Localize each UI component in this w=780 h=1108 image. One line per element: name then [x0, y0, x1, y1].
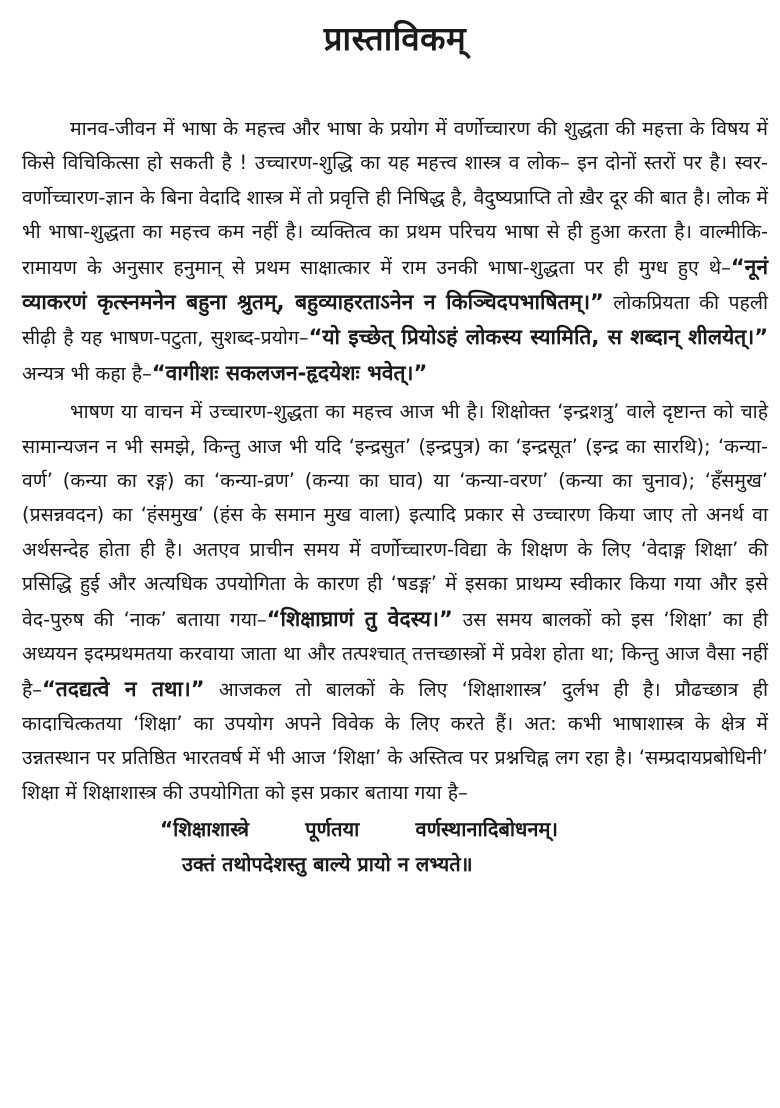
p1-text-3: अन्यत्र भी कहा है– — [22, 361, 152, 385]
sanskrit-verse — [22, 812, 768, 882]
p1-quote-ramayana: “नूनं व्याकरणं कृत्स्नमनेन बहुना श्रुतम्, बहुव्याहरताऽनेन न किञ्चिदपभाषितम्।” — [22, 254, 768, 315]
p1-quote-vagishah: “वागीशः सकलजन-हृदयेशः भवेत्।” — [151, 360, 428, 385]
verse-line-1 — [22, 812, 768, 847]
paragraph-2 — [22, 395, 768, 810]
p1-text-1: मानव-जीवन में भाषा के महत्त्व और भाषा के प्रयोग में वर्णोच्चारण की शुद्धता की महत्ता के विषय में किसे विचिकित्सा हो सकती है ! उच्चारण-शुद्धि का यह महत्त्व शास्त्र व लोक– इन दोनों स्तरों पर है। स्वर-वर्णोच्चारण-ज्ञान के बिना वेदादि शास्त्र में तो प्रवृत्ति ही निषिद्ध है, वैदुष्यप्राप्ति तो ख़ैर दूर की बात है। लोक में भी भाषा-शुद्धता का महत्त्व कम नहीं है। व्यक्तित्व का प्रथम परिचय भाषा से ही हुआ करता है। वाल्मीकि-रामायण के अनुसार हनुमान् से प्रथम साक्षात्कार में राम उनकी भाषा-शुद्धता पर ही मुग्ध हुए थे– — [22, 117, 768, 279]
page-title: प्रास्ताविकम् — [323, 19, 467, 58]
p1-quote-priyo: “यो इच्छेत् प्रियोऽहं लोकस्य स्यामिति, स शब्दान् शीलयेत्।” — [308, 325, 768, 350]
p1-text-2: लोकप्रियता की पहली सीढ़ी है यह भाषण-पटुता, सुशब्द-प्रयोग– — [22, 291, 768, 350]
verse-word-1: “शिक्षाशास्त्रे — [160, 817, 250, 842]
p2-quote-tadadyatve: “तदद्यत्वे न तथा।” — [42, 676, 205, 701]
verse-word-3: वर्णस्थानादिबोधनम्। — [415, 817, 558, 842]
p2-text-2: उस समय बालकों को इस ‘शिक्षा’ का ही अध्ययन इदम्प्रथमतया करवाया जाता था और तत्पश्चात् तत्तच्छास्त्रों में प्रवेश होता था; किन्तु आज वैसा नहीं है– — [22, 607, 769, 701]
verse-word-2: पूर्णतया — [305, 817, 360, 842]
p2-quote-shikshaghranam: “शिक्षाघ्राणं तु वेदस्य।” — [266, 606, 453, 631]
paragraph-1 — [22, 112, 768, 391]
verse-line-2: उक्तं तथोपदेशस्तु बाल्ये प्रायो न लभ्यते॥ — [182, 852, 473, 877]
p2-text-3: आजकल तो बालकों के लिए ‘शिक्षाशास्त्र’ दुर्लभ ही है। प्रौढच्छात्र ही कादाचित्कतया ‘शिक्षा’ का उपयोग अपने विवेक के लिए करते हैं। अत: कभी भाषाशास्त्र के क्षेत्र में उन्नतस्थान पर प्रतिष्ठित भारतवर्ष में भी आज ‘शिक्षा’ के अस्तित्व पर प्रश्नचिह्न लग रहा है। ‘सम्प्रदायप्रबोधिनी’ शिक्षा में शिक्षाशास्त्र की उपयोगिता को इस प्रकार बताया गया है– — [22, 677, 768, 804]
p2-text-1: भाषण या वाचन में उच्चारण-शुद्धता का महत्त्व आज भी है। शिक्षोक्त ‘इन्द्रशत्रु’ वाले दृष्टान्त को चाहे सामान्यजन न भी समझे, किन्तु आज भी यदि ‘इन्द्रसुत’ (इन्द्रपुत्र) का ‘इन्द्रसूत’ (इन्द्र का सारथि); ‘कन्या-वर्ण’ (कन्या का रङ्ग) का ‘कन्या-व्रण’ (कन्या का घाव) या ‘कन्या-वरण’ (कन्या का चुनाव); ‘हँसमुख’ (प्रसन्नवदन) का ‘हंसमुख’ (हंस के समान मुख वाला) इत्यादि प्रकार से उच्चारण किया जाए तो अनर्थ वा अर्थसन्देह होता ही है। अतएव प्राचीन समय में वर्णोच्चारण-विद्या के शिक्षण के लिए ‘वेदाङ्ग शिक्षा’ की प्रसिद्धि हुई और अत्यधिक उपयोगिता के कारण ही ‘षडङ्ग’ में इसका प्राथम्य स्वीकार किया गया और इसे वेद-पुरुष की ‘नाक’ बताया गया– — [22, 400, 768, 631]
